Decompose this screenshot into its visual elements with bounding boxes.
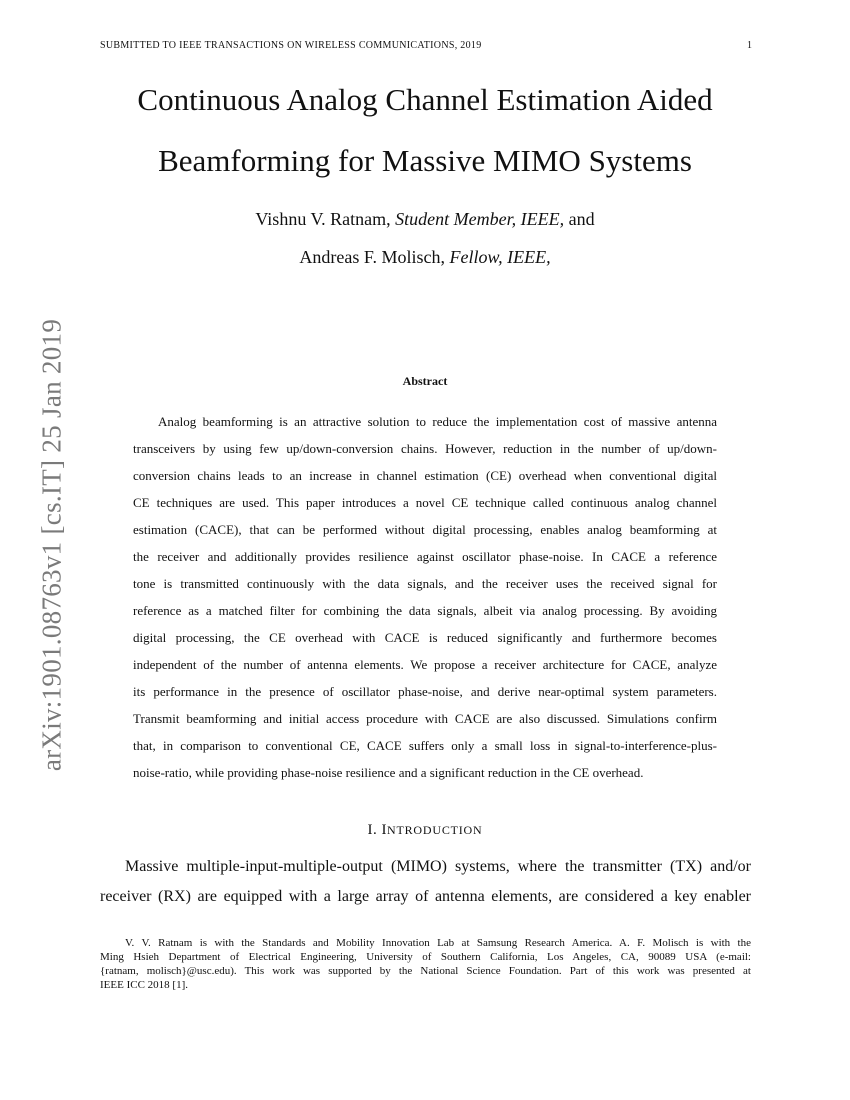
author-membership: Student Member, IEEE, (395, 209, 565, 229)
abstract-line: that, in comparison to conventional CE, CACE suffers only a small loss in signal-to-interference-plus- (133, 738, 717, 753)
section-title-smallcaps: NTRODUCTION (387, 823, 483, 837)
abstract-line: estimation (CACE), that can be performed without digital processing, enables analog beamforming at (133, 522, 717, 537)
abstract-line: CE techniques are used. This paper introduces a novel CE technique called continuous analog channel (133, 495, 717, 510)
body-text-line: Massive multiple-input-multiple-output (MIMO) systems, where the transmitter (TX) and/or (125, 858, 751, 875)
abstract-line: transceivers by using few up/down-conversion chains. However, reduction in the number of up/down- (133, 441, 717, 456)
paper-title-line-1: Continuous Analog Channel Estimation Aided (137, 82, 713, 117)
abstract-heading: Abstract (402, 374, 448, 388)
footnote-line: IEEE ICC 2018 [1]. (100, 979, 188, 991)
abstract-line: conversion chains leads to an increase in channel estimation (CE) overhead when conventional digital (133, 468, 717, 483)
section-initial: I (381, 822, 388, 838)
abstract-line: noise-ratio, while providing phase-noise resilience and a significant reduction in the CE overhead. (133, 765, 644, 780)
abstract-line: Transmit beamforming and initial access procedure with CACE are also discussed. Simulations confirm (133, 711, 717, 726)
arxiv-watermark: arXiv:1901.08763v1 [cs.IT] 25 Jan 2019 (36, 318, 67, 772)
abstract-line: digital processing, the CE overhead with CACE is reduced significantly and furthermore becomes (133, 630, 717, 645)
section-heading (0, 822, 850, 839)
author-conjunction: and (564, 209, 595, 229)
body-text-line: receiver (RX) are equipped with a large array of antenna elements, are considered a key enabler (100, 888, 751, 905)
author-name: Andreas F. Molisch, (299, 247, 450, 267)
abstract-line: the receiver and additionally provides resilience against oscillator phase-noise. In CACE a reference (133, 549, 717, 564)
abstract-line: independent of the number of antenna elements. We propose a receiver architecture for CACE, analyze (133, 657, 717, 672)
abstract-line: reference as a matched filter for combining the data signals, albeit via analog processing. By avoiding (133, 603, 717, 618)
paper-title-line-2: Beamforming for Massive MIMO Systems (158, 143, 692, 178)
footnote-line: V. V. Ratnam is with the Standards and Mobility Innovation Lab at Samsung Research America. A. F. Molisch is with the (125, 937, 751, 949)
author-name: Vishnu V. Ratnam, (255, 209, 396, 229)
abstract-line: Analog beamforming is an attractive solution to reduce the implementation cost of massive antenna (158, 414, 717, 429)
footnote-line: {ratnam, molisch}@usc.edu). This work was supported by the National Science Foundation. Part of this work was presented at (100, 965, 751, 977)
author-line-2 (0, 247, 850, 268)
footnote-line: Ming Hsieh Department of Electrical Engineering, University of Southern California, Los Angeles, CA, 90089 USA (e-mail: (100, 951, 751, 963)
abstract-line: its performance in the presence of oscillator phase-noise, and derive near-optimal system parameters. (133, 684, 717, 699)
running-header: SUBMITTED TO IEEE TRANSACTIONS ON WIRELESS COMMUNICATIONS, 2019 (100, 40, 482, 51)
author-line-1 (0, 209, 850, 230)
abstract-line: tone is transmitted continuously with the data signals, and the receiver uses the received signal for (133, 576, 717, 591)
author-membership: Fellow, IEEE, (449, 247, 551, 267)
page-number: 1 (747, 40, 752, 51)
section-number: I. (367, 822, 382, 838)
